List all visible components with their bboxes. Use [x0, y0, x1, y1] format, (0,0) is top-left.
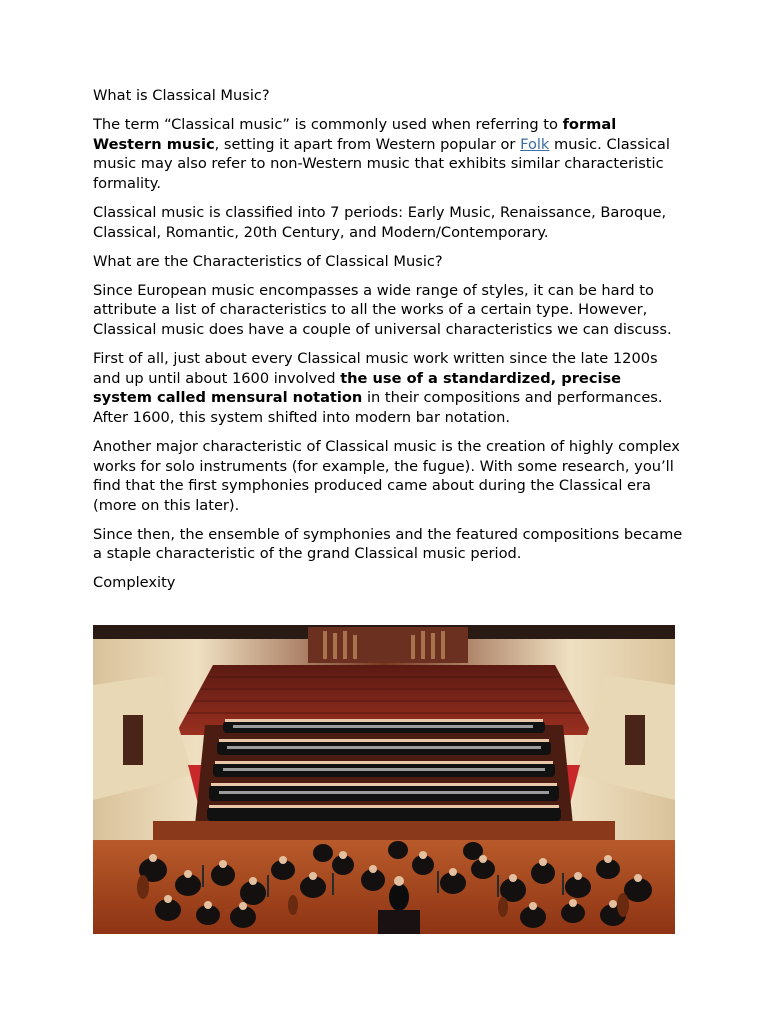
orchestra-photo: [93, 625, 675, 934]
paragraph-notation: [93, 349, 683, 427]
notation-text-2: in their compositions and performances. After 1600, this system shifted into modern bar notation.: [93, 389, 663, 426]
document-body: [93, 86, 683, 603]
heading-what-is-classical-music: What is Classical Music?: [93, 87, 270, 104]
conductor: [389, 883, 409, 911]
paragraph-periods: Classical music is classified into 7 periods: Early Music, Renaissance, Baroque, Classical, Romantic, 20th Century, and Modern/Contemporary.: [93, 203, 667, 241]
heading-characteristics: What are the Characteristics of Classical Music?: [93, 252, 443, 270]
paragraph-complex-works: Another major characteristic of Classical music is the creation of highly complex works for solo instruments (for example, the fugue). With some research, you’ll find that the first symphonies produced came about during the Classical era (more on this later).: [93, 437, 680, 514]
paragraph-styles: Since European music encompasses a wide range of styles, it can be hard to attribute a list of characteristics to all the works of a certain type. However, Classical music does have a couple of universal characteristics we can discuss.: [93, 281, 672, 338]
conductor-podium: [378, 910, 420, 934]
definition-text-1: The term “Classical music” is commonly used when referring to: [93, 116, 563, 134]
definition-text-2: , setting it apart from Western popular or: [214, 135, 521, 153]
paragraph-symphonies: Since then, the ensemble of symphonies and the featured compositions became a staple characteristic of the grand Classical music period.: [93, 525, 683, 563]
notation-text-1: First of all, just about every Classical music work written since the late 1200s and up until about 1600 involved: [93, 350, 658, 387]
notation-bold-text: the use of a standardized, precise system called mensural notation: [93, 369, 622, 407]
folk-link[interactable]: Folk: [520, 135, 550, 153]
definition-bold-text: formal Western music: [93, 116, 617, 153]
heading-complexity: Complexity: [93, 574, 176, 592]
paragraph-definition: [93, 115, 683, 193]
concert-hall-illustration: [93, 625, 675, 934]
stage-riser-front: [153, 821, 615, 843]
definition-text-3: music. Classical music may also refer to non-Western music that exhibits similar characteristic formality.: [93, 135, 670, 192]
